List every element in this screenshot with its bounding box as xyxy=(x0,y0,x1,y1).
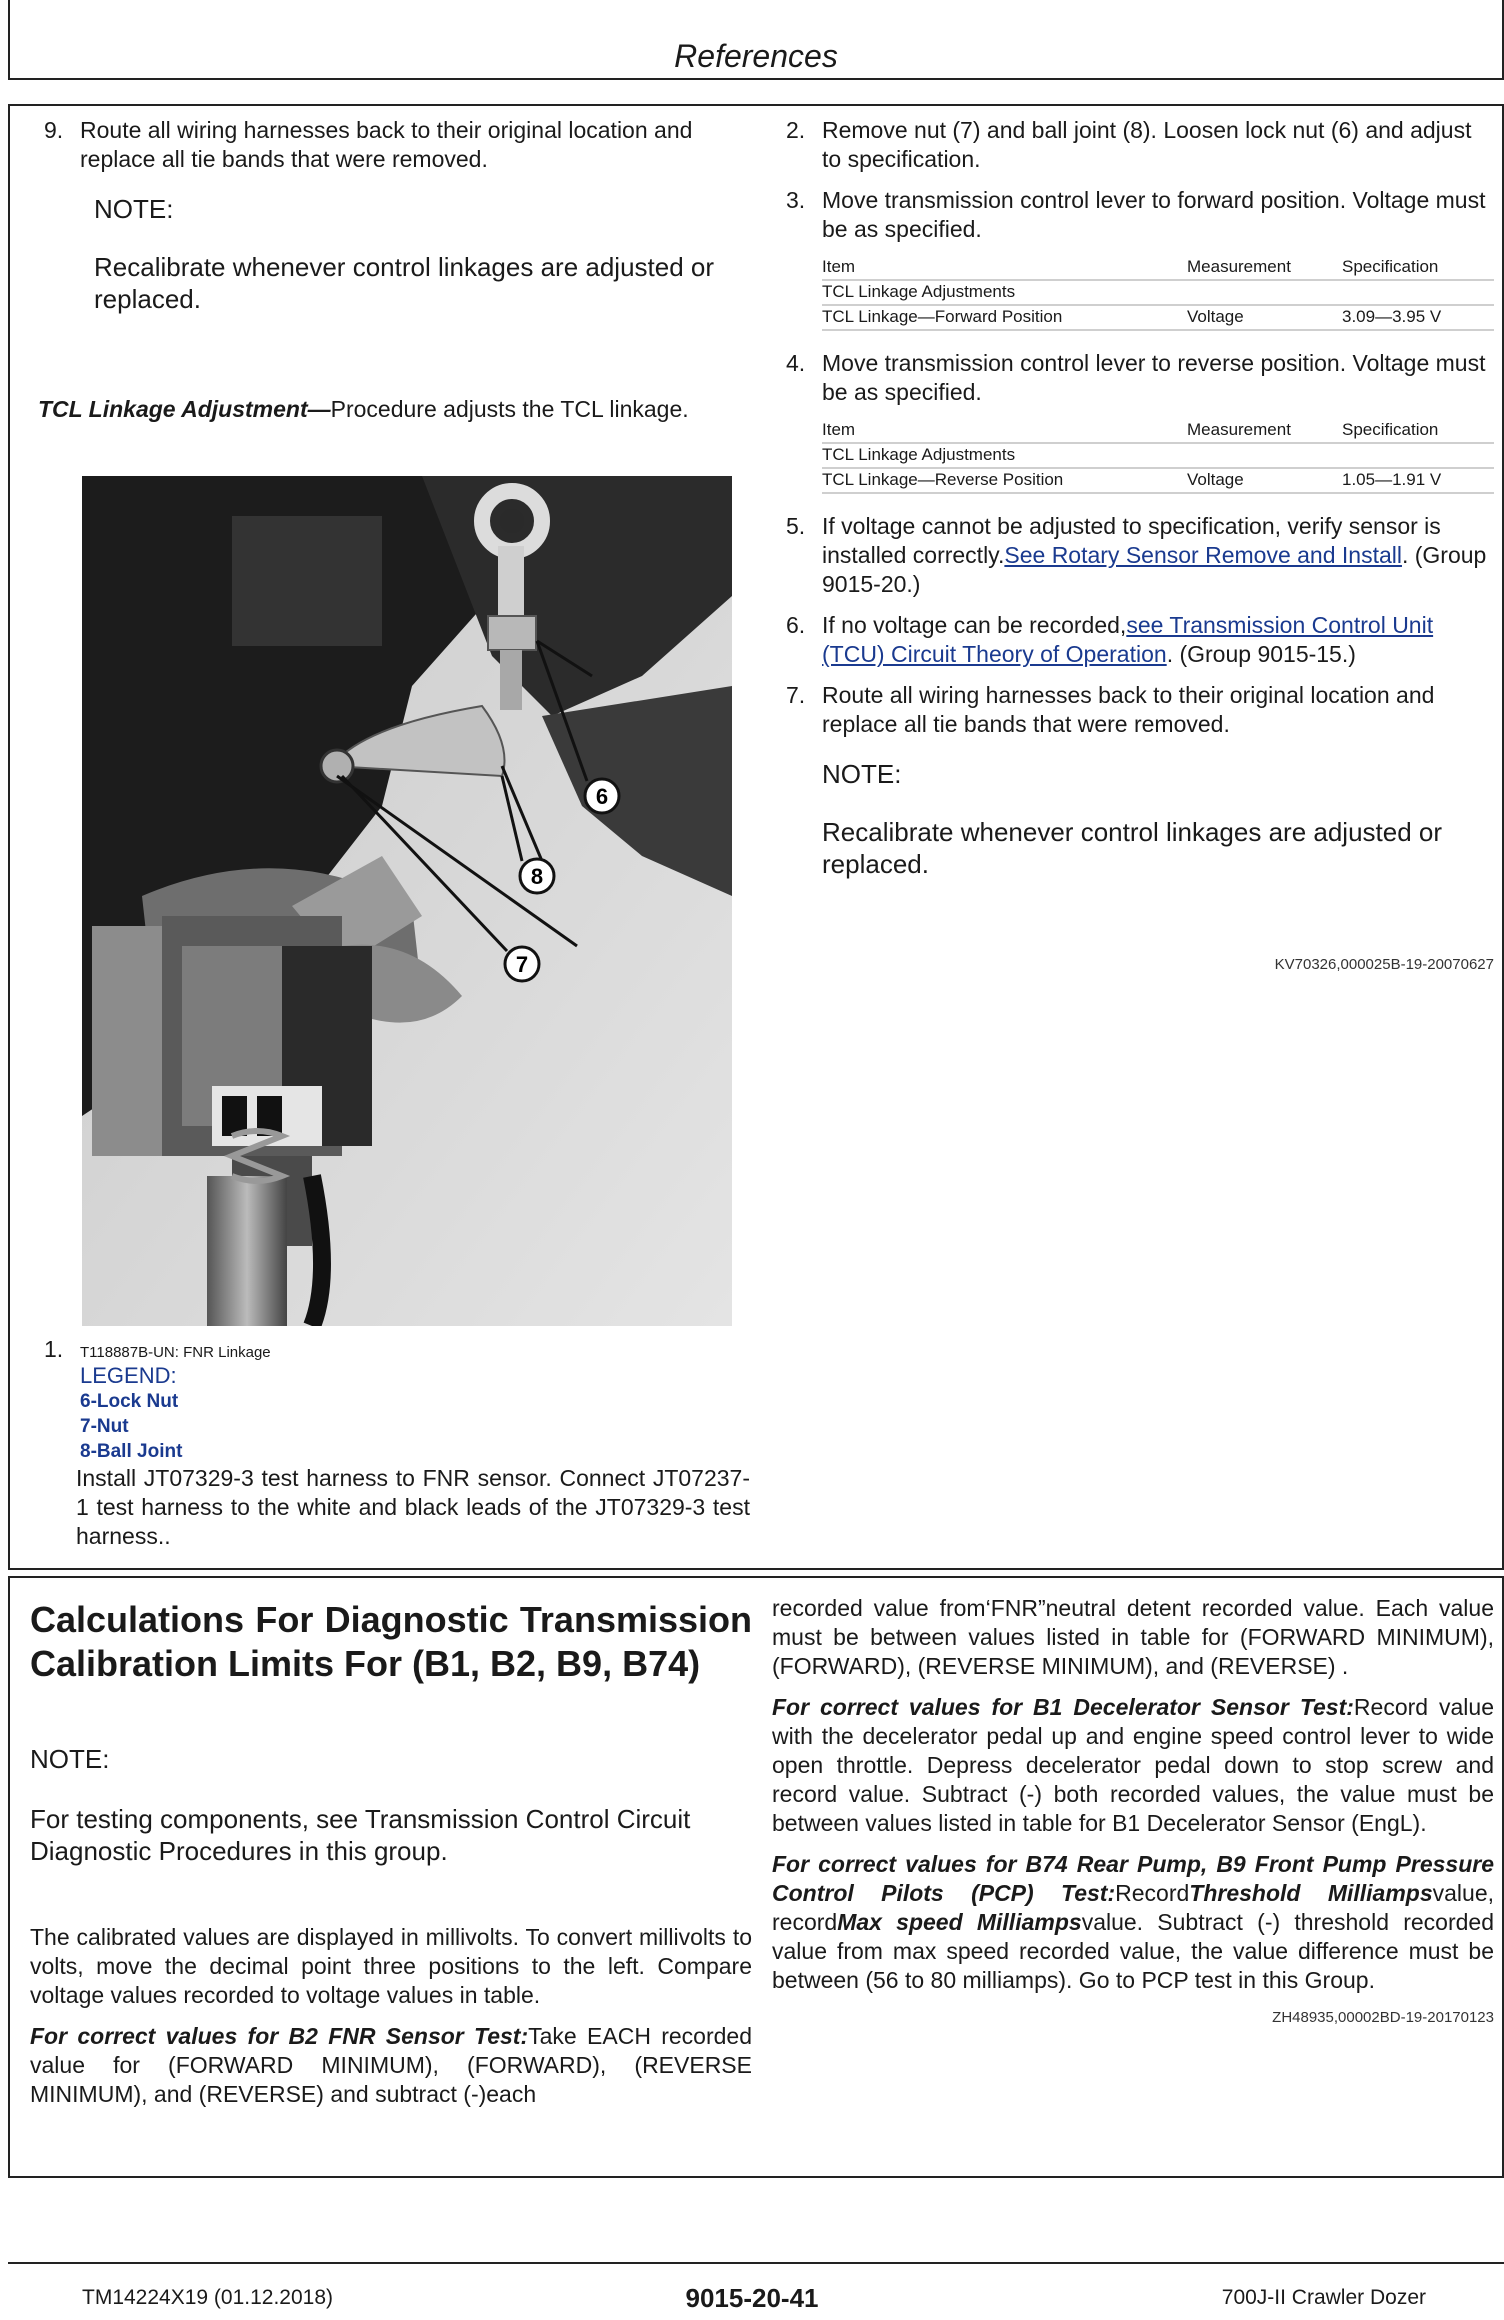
b74-bold: Max speed Milliamps xyxy=(837,1909,1082,1935)
step-1-text: Install JT07329-3 test harness to FNR sensor. Connect JT07237-1 test harness to the white and black leads of the JT07329-3 test harness.. xyxy=(76,1465,750,1549)
table-header: Measurement xyxy=(1187,256,1342,280)
figure-caption: T118887B-UN: FNR Linkage xyxy=(80,1344,271,1361)
table-header-row xyxy=(822,419,1494,443)
reference-id: KV70326,000025B-19-20070627 xyxy=(1274,956,1494,973)
callout-8-label: 8 xyxy=(530,864,544,889)
table-header: Measurement xyxy=(1187,419,1342,443)
conversion-paragraph: The calibrated values are displayed in millivolts. To convert millivolts to volts, move the decimal point three positions to the left. Compare voltage values recorded to voltage values in table. xyxy=(30,1924,752,2008)
step-text: Route all wiring harnesses back to their original location and replace all tie bands that were removed. xyxy=(80,117,693,172)
page-header-title: References xyxy=(674,38,838,74)
table-cell: 3.09—3.95 V xyxy=(1342,305,1494,330)
spec-table-reverse xyxy=(822,419,1494,494)
calibration-limits-section xyxy=(8,1576,1504,2178)
step-number: 6. xyxy=(786,612,806,638)
note-text: Recalibrate whenever control linkages are adjusted or replaced. xyxy=(822,817,1443,879)
step-6 xyxy=(772,611,1494,669)
legend-item: 6-Lock Nut xyxy=(80,1391,179,1412)
table-cell: 1.05—1.91 V xyxy=(1342,468,1494,493)
figure-caption-block xyxy=(30,1336,750,1551)
step-text: . (Group 9015-20.) xyxy=(822,542,1487,597)
linkage-adjustment-section xyxy=(8,104,1504,1570)
table-header: Specification xyxy=(1342,256,1494,280)
step-4 xyxy=(772,349,1494,407)
step-5 xyxy=(772,512,1494,599)
b1-paragraph xyxy=(772,1693,1494,1838)
step-text: Route all wiring harnesses back to their original location and replace all tie bands that were removed. xyxy=(822,682,1435,737)
tcl-text: Procedure adjusts the TCL linkage. xyxy=(330,396,689,422)
header-box xyxy=(8,0,1504,80)
b1-text: Record value with the decelerator pedal up and engine speed control lever to wide open throttle. Depress decelerator pedal down to stop screw and record value. Subtract (-) both recorded values, the value must be between values listed in table for B1 Decelerator Sensor (EngL). xyxy=(772,1694,1494,1836)
table-cell: TCL Linkage—Reverse Position xyxy=(822,468,1187,493)
table-row xyxy=(822,468,1494,493)
tcl-linkage-intro xyxy=(30,395,750,424)
table-header: Specification xyxy=(1342,419,1494,443)
table-group-label: TCL Linkage Adjustments xyxy=(822,443,1494,468)
step-3 xyxy=(772,186,1494,244)
right-column xyxy=(772,1594,1494,2026)
step-number: 1. xyxy=(44,1336,64,1362)
step-7 xyxy=(772,681,1494,739)
legend xyxy=(30,1363,750,1464)
step-number: 9. xyxy=(44,117,64,143)
table-row xyxy=(822,305,1494,330)
note-label: NOTE: xyxy=(30,1744,110,1774)
note-label: NOTE: xyxy=(822,759,902,789)
tcl-heading: TCL Linkage Adjustment— xyxy=(38,396,331,422)
b74-text: Record xyxy=(1115,1880,1190,1906)
tcu-theory-link[interactable]: see Transmission Control Unit (TCU) Circuit Theory of Operation xyxy=(822,612,1434,667)
table-row xyxy=(822,443,1494,468)
b2-text: Take EACH recorded value for (FORWARD MINIMUM), (FORWARD), (REVERSE MINIMUM), and (REVERSE) and subtract (-)each xyxy=(30,2023,752,2107)
page xyxy=(8,0,1504,2320)
b74-text: value, record xyxy=(772,1880,1494,1935)
callout-6-label: 6 xyxy=(595,784,609,809)
table-cell: Voltage xyxy=(1187,468,1342,493)
step-text: Move transmission control lever to reverse position. Voltage must be as specified. xyxy=(822,350,1486,405)
footer-model: 700J-II Crawler Dozer xyxy=(1221,2286,1426,2309)
table-header: Item xyxy=(822,256,1187,280)
left-column xyxy=(30,116,750,424)
legend-title: LEGEND: xyxy=(80,1363,177,1388)
b74-label: For correct values for B74 Rear Pump, B9 Front Pump Pressure Control Pilots (PCP) Test: xyxy=(772,1851,1494,1906)
callout-7-label: 7 xyxy=(515,952,529,977)
b74-text: value. Subtract (-) threshold recorded value from max speed recorded value, the value difference must be between (56 to 80 milliamps). Go to PCP test in this Group. xyxy=(772,1909,1494,1993)
fnr-linkage-photo xyxy=(82,476,732,1326)
table-cell: Voltage xyxy=(1187,305,1342,330)
table-group-label: TCL Linkage Adjustments xyxy=(822,280,1494,305)
b74-paragraph xyxy=(772,1850,1494,1995)
fnr-linkage-illustration xyxy=(82,476,732,1326)
footer-page-number: 9015-20-41 xyxy=(685,2283,819,2313)
footer-rule xyxy=(8,2262,1504,2264)
step-text: If no voltage can be recorded, xyxy=(822,612,1127,638)
step-9 xyxy=(30,116,750,174)
step-text: Remove nut (7) and ball joint (8). Loosen lock nut (6) and adjust to specification. xyxy=(822,117,1472,172)
table-row xyxy=(822,280,1494,305)
legend-item: 8-Ball Joint xyxy=(80,1441,183,1462)
table-header: Item xyxy=(822,419,1187,443)
b74-bold: Threshold Milliamps xyxy=(1189,1880,1433,1906)
footer-manual-id: TM14224X19 (01.12.2018) xyxy=(82,2286,334,2309)
spec-table-forward xyxy=(822,256,1494,331)
step-number: 5. xyxy=(786,513,806,539)
b2-paragraph xyxy=(30,2022,752,2109)
legend-item: 7-Nut xyxy=(80,1416,129,1437)
step-text: . (Group 9015-15.) xyxy=(1166,641,1356,667)
b1-label: For correct values for B1 Decelerator Sensor Test: xyxy=(772,1694,1354,1720)
step-2 xyxy=(772,116,1494,174)
section-heading: Calculations For Diagnostic Transmission Calibration Limits For (B1, B2, B9, B74) xyxy=(30,1599,752,1684)
note-label: NOTE: xyxy=(94,194,174,224)
reference-id: ZH48935,00002BD-19-20170123 xyxy=(1272,2009,1494,2026)
b2-label: For correct values for B2 FNR Sensor Test: xyxy=(30,2023,529,2049)
b2-paragraph-continued: recorded value from‘FNR”neutral detent recorded value. Each value must be between values listed in table for (FORWARD MINIMUM), (FORWARD), (REVERSE MINIMUM), and (REVERSE) . xyxy=(772,1595,1494,1679)
step-number: 7. xyxy=(786,682,806,708)
rotary-sensor-link[interactable]: See Rotary Sensor Remove and Install xyxy=(1004,542,1402,568)
step-text: Move transmission control lever to forward position. Voltage must be as specified. xyxy=(822,187,1486,242)
step-text: If voltage cannot be adjusted to specification, verify sensor is installed correctly. xyxy=(822,513,1441,568)
step-number: 4. xyxy=(786,350,806,376)
step-number: 2. xyxy=(786,117,806,143)
step-1-header xyxy=(30,1336,750,1363)
step-number: 3. xyxy=(786,187,806,213)
left-column xyxy=(30,1598,752,2109)
right-column xyxy=(772,116,1494,973)
note-text: For testing components, see Transmission Control Circuit Diagnostic Procedures in this group. xyxy=(30,1804,691,1866)
note-text: Recalibrate whenever control linkages are adjusted or replaced. xyxy=(94,252,715,314)
table-header-row xyxy=(822,256,1494,280)
table-cell: TCL Linkage—Forward Position xyxy=(822,305,1187,330)
